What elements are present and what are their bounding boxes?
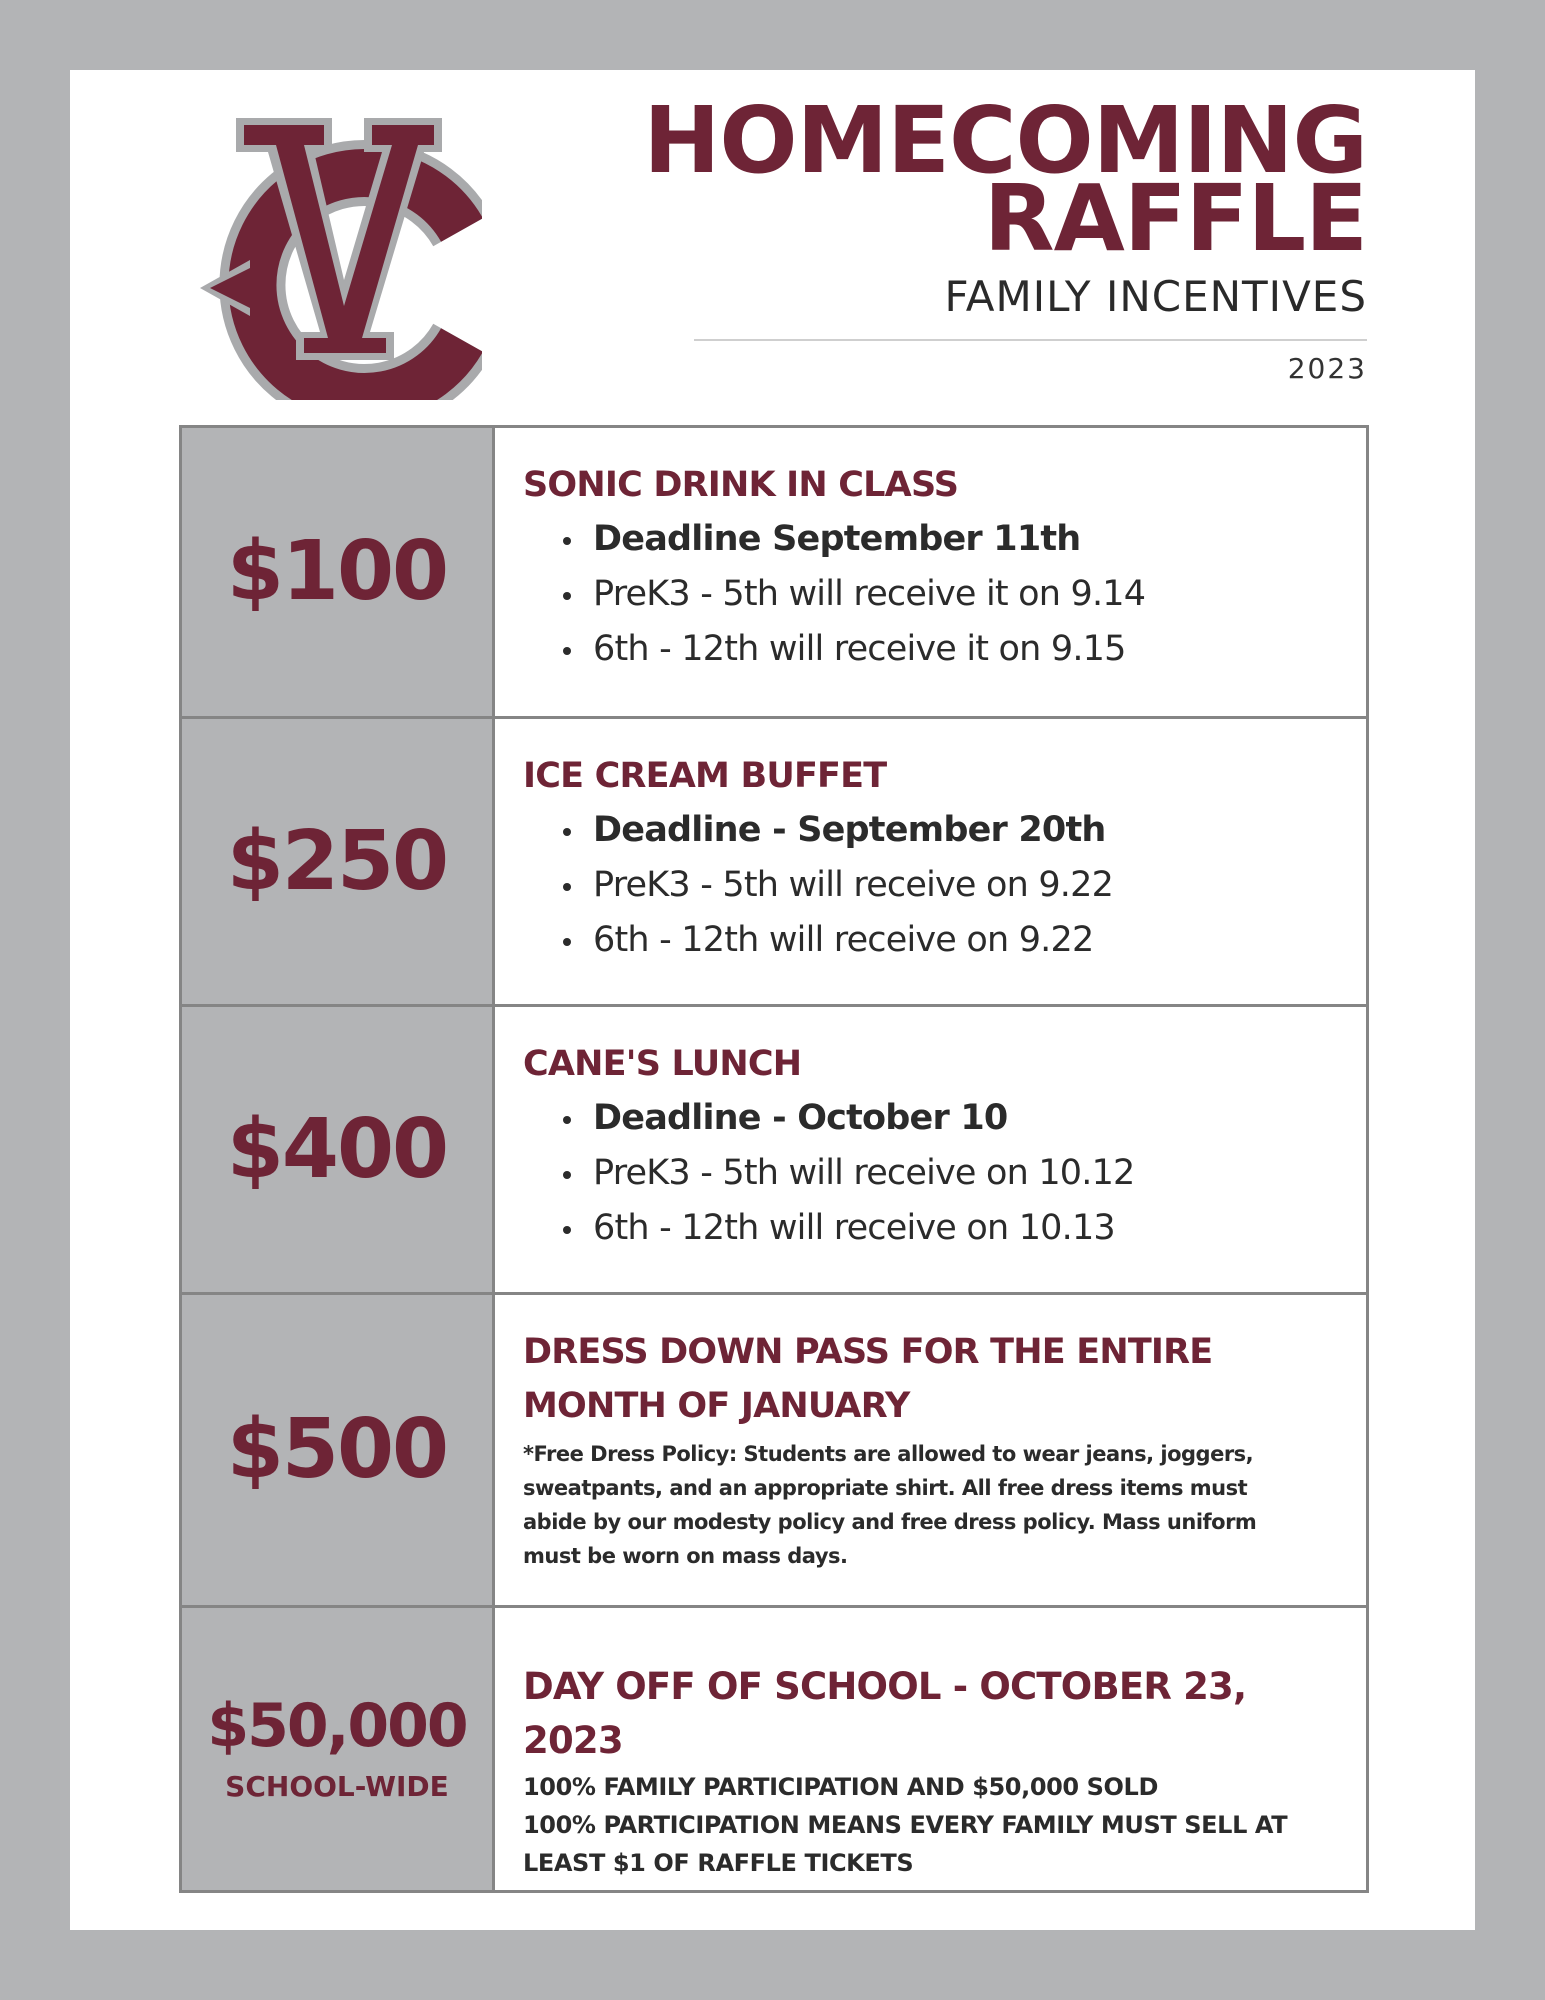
requirement-line: LEAST $1 OF RAFFLE TICKETS bbox=[523, 1849, 914, 1877]
tier-details bbox=[523, 1091, 1338, 1256]
tier-title-line: DRESS DOWN PASS FOR THE ENTIRE bbox=[523, 1332, 1213, 1372]
tier-amount-sub: SCHOOL-WIDE bbox=[225, 1769, 449, 1803]
tier-row bbox=[182, 716, 1366, 1004]
flyer-page bbox=[70, 70, 1475, 1930]
list-item: PreK3 - 5th will receive on 9.22 bbox=[593, 858, 1338, 913]
tier-row bbox=[182, 1004, 1366, 1292]
tier-amount: $50,000 bbox=[207, 1690, 467, 1761]
list-item: PreK3 - 5th will receive it on 9.14 bbox=[593, 567, 1338, 622]
deadline-item: Deadline - October 10 bbox=[593, 1091, 1338, 1146]
free-dress-note bbox=[523, 1437, 1338, 1573]
tier-content bbox=[495, 1608, 1366, 1890]
tier-requirements bbox=[523, 1768, 1338, 1882]
subtitle: FAMILY INCENTIVES bbox=[944, 272, 1367, 321]
tier-content bbox=[495, 1295, 1366, 1605]
amount-cell bbox=[182, 719, 495, 1004]
tier-amount: $500 bbox=[226, 1402, 448, 1497]
tier-content bbox=[495, 719, 1366, 1004]
list-item: PreK3 - 5th will receive on 10.12 bbox=[593, 1146, 1338, 1201]
title-line-raffle: RAFFLE bbox=[983, 165, 1367, 272]
tier-content bbox=[495, 1007, 1366, 1292]
amount-cell bbox=[182, 1295, 495, 1605]
year: 2023 bbox=[1287, 352, 1367, 385]
title-line-homecoming: HOMECOMING bbox=[643, 87, 1367, 194]
tier-amount: $100 bbox=[226, 524, 448, 619]
list-item: 6th - 12th will receive it on 9.15 bbox=[593, 622, 1338, 677]
note-line: abide by our modesty policy and free dress policy. Mass uniform bbox=[523, 1510, 1257, 1534]
vc-monogram-logo bbox=[192, 110, 482, 400]
deadline-item: Deadline September 11th bbox=[593, 512, 1338, 567]
divider bbox=[694, 339, 1367, 341]
poster-title bbox=[643, 87, 1367, 272]
tier-amount: $400 bbox=[226, 1101, 448, 1197]
tier-title: ICE CREAM BUFFET bbox=[523, 756, 887, 796]
amount-cell bbox=[182, 1007, 495, 1292]
amount-cell bbox=[182, 428, 495, 716]
tier-title: DAY OFF OF SCHOOL - OCTOBER 23, 2023 bbox=[523, 1665, 1247, 1762]
note-line: must be worn on mass days. bbox=[523, 1544, 848, 1568]
tier-row bbox=[182, 428, 1366, 716]
list-item: 6th - 12th will receive on 9.22 bbox=[593, 913, 1338, 968]
deadline-item: Deadline - September 20th bbox=[593, 803, 1338, 858]
requirement-line: 100% FAMILY PARTICIPATION AND $50,000 SOLD bbox=[523, 1773, 1158, 1801]
tier-row bbox=[182, 1605, 1366, 1890]
tier-details bbox=[523, 803, 1338, 968]
amount-cell bbox=[182, 1608, 495, 1890]
tier-title-line: MONTH OF JANUARY bbox=[523, 1386, 910, 1426]
incentive-table bbox=[179, 425, 1369, 1893]
note-line: sweatpants, and an appropriate shirt. All free dress items must bbox=[523, 1476, 1248, 1500]
tier-content bbox=[495, 428, 1366, 716]
note-line: *Free Dress Policy: Students are allowed to wear jeans, joggers, bbox=[523, 1442, 1254, 1466]
tier-amount: $250 bbox=[226, 813, 448, 909]
tier-details bbox=[523, 512, 1338, 677]
tier-row bbox=[182, 1292, 1366, 1605]
list-item: 6th - 12th will receive on 10.13 bbox=[593, 1201, 1338, 1256]
tier-title: SONIC DRINK IN CLASS bbox=[523, 465, 959, 505]
tier-title: CANE'S LUNCH bbox=[523, 1044, 802, 1084]
requirement-line: 100% PARTICIPATION MEANS EVERY FAMILY MUST SELL AT bbox=[523, 1811, 1288, 1839]
